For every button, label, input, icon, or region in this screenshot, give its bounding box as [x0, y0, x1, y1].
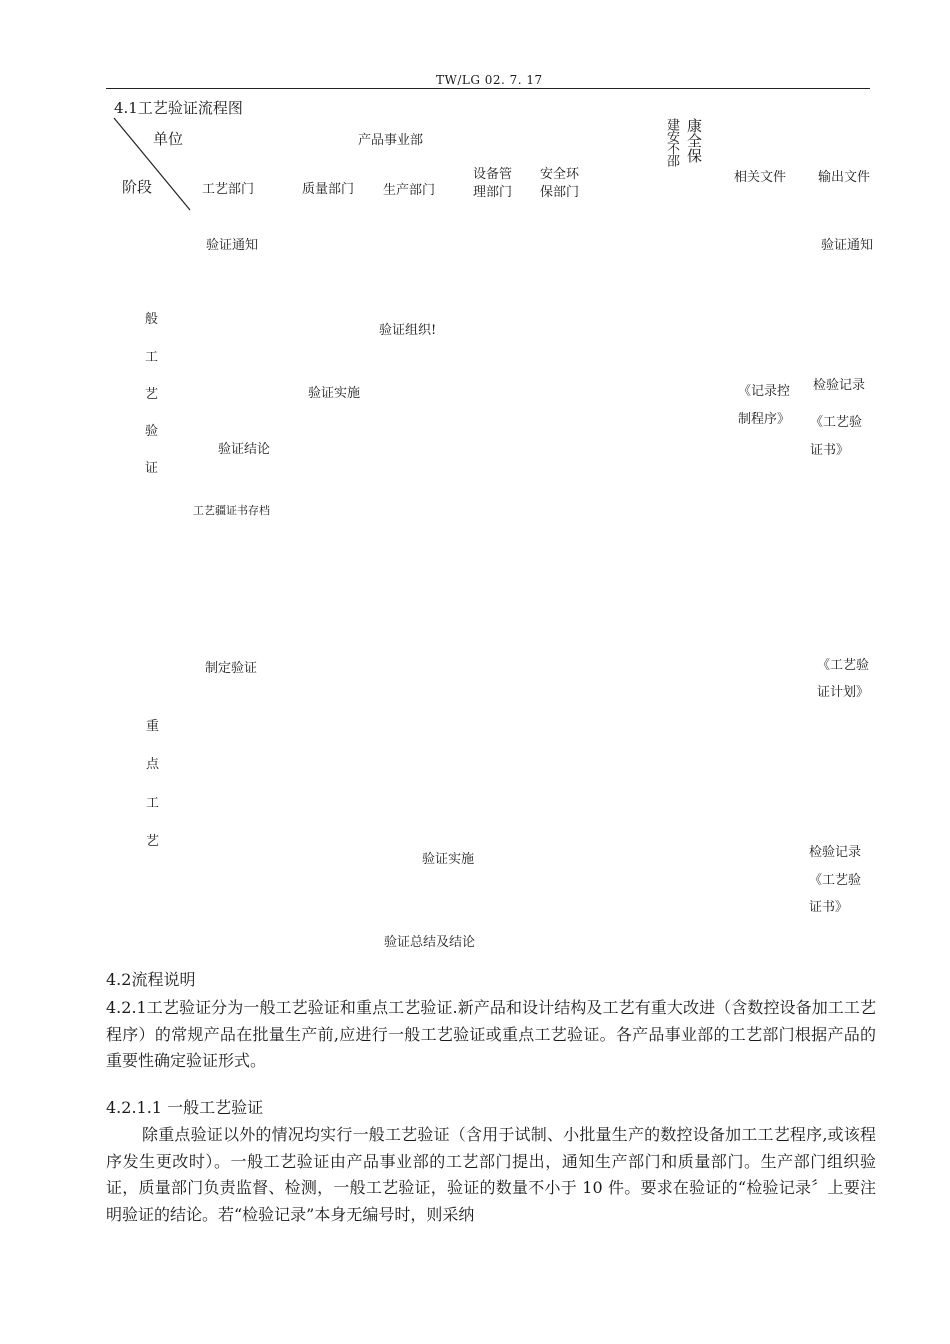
col-process-dept: 工艺部门: [202, 182, 255, 197]
key-stage-char-3: 工: [146, 796, 160, 811]
key-output-record: 检验记录: [809, 845, 862, 860]
col-output-docs: 输出文件: [818, 170, 871, 185]
key-plan-step: 制定验证: [205, 661, 258, 676]
general-stage-char-5: 证: [145, 461, 159, 476]
general-organize-step: 验证组织!: [379, 323, 437, 338]
corner-unit-label: 单位: [153, 130, 184, 148]
col-health-b: 康全保: [685, 118, 703, 163]
general-implement-step: 验证实施: [308, 386, 361, 401]
key-output-cert: 《工艺验 证书》: [809, 873, 862, 915]
col-health-a: 建安不邵: [664, 118, 679, 166]
section-title: 4.1工艺验证流程图: [114, 99, 243, 117]
general-notice-output: 验证通知: [821, 238, 874, 253]
general-related-doc: 《记录控 制程序》: [738, 384, 791, 427]
key-plan-output: 《工艺验 证计划》: [817, 658, 870, 700]
paragraph-4-2-1: 4.2.1工艺验证分为一般工艺验证和重点工艺验证.新产品和设计结构及工艺有重大改进（含数控设备加工工艺程序）的常规产品在批量生产前,应进行一般工艺验证或重点工艺验证。各产品事业部的工艺部门根据产品的重要性确定验证形式。: [106, 998, 876, 1070]
general-output-cert: 《工艺验 证书》: [810, 415, 863, 458]
key-stage-char-2: 点: [146, 757, 160, 772]
col-safety-env-dept: 安全环 保部门: [540, 167, 580, 200]
col-related-docs: 相关文件: [734, 170, 787, 185]
corner-stage-label: 阶段: [122, 178, 153, 196]
general-stage-char-2: 工: [145, 350, 159, 365]
header-rule: [106, 88, 870, 89]
col-quality-dept: 质量部门: [302, 182, 355, 197]
general-stage-char-3: 艺: [145, 387, 159, 402]
col-production-dept: 生产部门: [383, 183, 436, 198]
key-implement-step: 验证实施: [422, 852, 475, 867]
general-stage-char-4: 验: [145, 424, 159, 439]
col-equipment-dept: 设备管 理部门: [473, 167, 513, 200]
general-archive-step: 工艺疆证书存档: [193, 504, 270, 517]
general-stage-char-1: 般: [145, 312, 159, 327]
document-code: TW/LG 02. 7. 17: [436, 73, 543, 87]
heading-4-2-1-1: 4.2.1.1 一般工艺验证: [106, 1098, 264, 1117]
general-output-record: 检验记录: [813, 378, 866, 393]
paragraph-4-2-1-1: 除重点验证以外的情况均实行一般工艺验证（含用于试制、小批量生产的数控设备加工工艺程序,或该程序发生更改时）。一般工艺验证由产品事业部的工艺部门提出，通知生产部门和质量部门。生产部门组织验证，质量部门负责监督、检测，一般工艺验证，验证的数量不小于 10 件。要求在验证的“检验记录〞上要注明验证的结论。若“检验记录”本身无编号时，则采纳: [106, 1125, 876, 1224]
key-stage-char-1: 重: [146, 719, 160, 734]
key-summary-step: 验证总结及结论: [384, 935, 476, 950]
general-conclusion-step: 验证结论: [218, 442, 271, 457]
heading-4-2: 4.2流程说明: [106, 970, 196, 989]
group-title-product-division: 产品事业部: [358, 133, 424, 148]
general-notice-step: 验证通知: [206, 238, 259, 253]
key-stage-char-4: 艺: [146, 834, 160, 849]
